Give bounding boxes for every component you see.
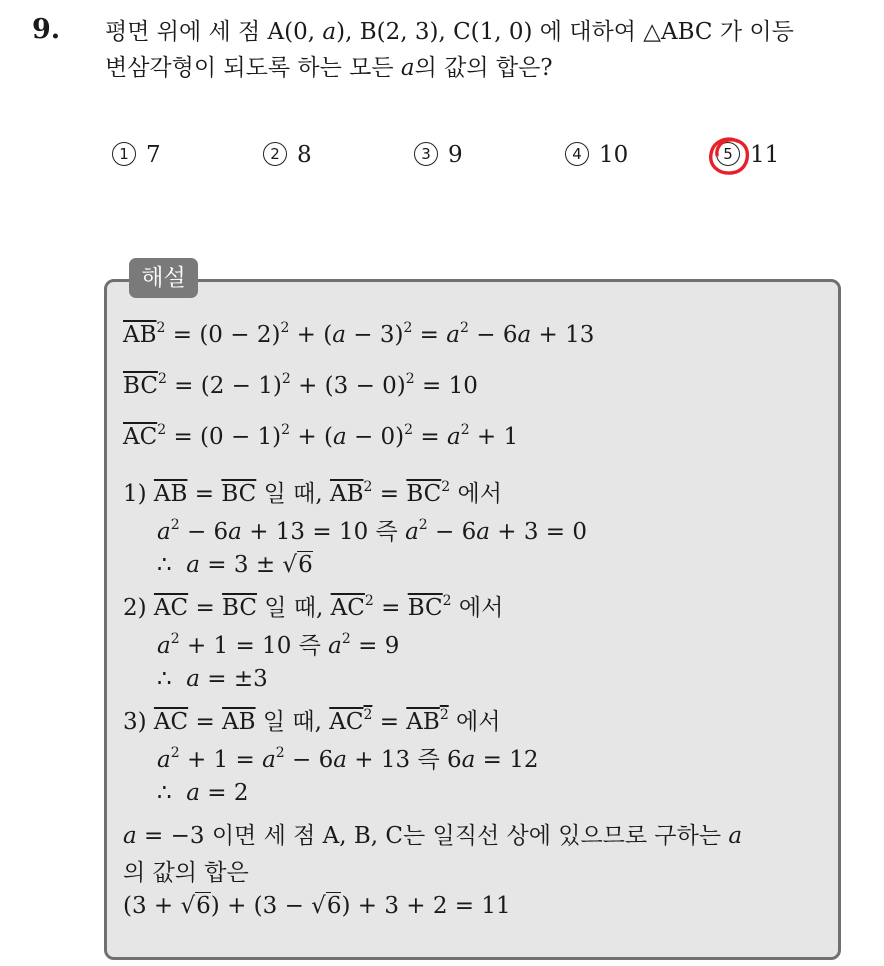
solution-line: $a^2 - 6a + 13 = 10$ 즉 $a^2 - 6a + 3 = 0$ (157, 517, 588, 545)
question-line-2: 변삼각형이 되도록 하는 모든 a의 값의 합은? (105, 55, 553, 81)
answer-circle-mark-icon (707, 135, 751, 177)
choice-number-3: 3 (414, 142, 438, 166)
choice-2[interactable] (263, 142, 312, 168)
solution-line: a = −3 이면 세 점 A, B, C는 일직선 상에 있으므로 구하는 a (123, 823, 743, 849)
choice-value: 11 (750, 142, 780, 168)
solution-line: 2) $\overline{AC} = \overline{BC}$ 일 때, $\overline{AC}^2 = \overline{BC}^2$ 에서 (123, 593, 504, 621)
solution-label: 해설 (129, 258, 198, 298)
choice-number-1: 1 (112, 142, 136, 166)
solution-line: $a^2 + 1 = 10$ 즉 $a^2 = 9$ (157, 631, 400, 659)
question-number: 9. (32, 14, 61, 45)
question-text (105, 14, 875, 86)
solution-line: 3) $\overline{AC} = \overline{AB}$ 일 때, $AC^2 = AB^2$ 에서 (123, 707, 501, 735)
solution-line: (3 + √6) + (3 − √6) + 3 + 2 = 11 (123, 893, 511, 919)
solution-line: $\overline{AB}^2 = (0 - 2)^2 + (a - 3)^2 = a^2 - 6a + 13$ (123, 320, 595, 348)
solution-line: ∴ a = 3 ± √6 (157, 552, 313, 578)
solution-line: ∴ a = ±3 (157, 666, 268, 692)
choice-number-4: 4 (565, 142, 589, 166)
choice-value: 10 (599, 142, 629, 168)
choice-number-2: 2 (263, 142, 287, 166)
solution-line: 의 값의 합은 (123, 860, 249, 886)
choice-number-5: 5 (716, 142, 740, 166)
choice-4[interactable] (565, 142, 628, 168)
solution-line: 1) $\overline{AB} = \overline{BC}$ 일 때, $\overline{AB}^2 = \overline{BC}^2$ 에서 (123, 479, 502, 507)
solution-line: $\overline{BC}^2 = (2 - 1)^2 + (3 - 0)^2 = 10$ (123, 371, 478, 399)
solution-line: $\overline{AC}^2 = (0 - 1)^2 + (a - 0)^2 = a^2 + 1$ (123, 422, 519, 450)
choice-3[interactable] (414, 142, 463, 168)
choice-value: 9 (448, 142, 463, 168)
choice-1[interactable] (112, 142, 161, 168)
choice-value: 8 (297, 142, 312, 168)
choice-value: 7 (146, 142, 161, 168)
solution-line: ∴ a = 2 (157, 780, 249, 806)
question-line-1: 평면 위에 세 점 A(0, a), B(2, 3), C(1, 0) 에 대하여 △ABC 가 이등 (105, 19, 794, 45)
solution-line: $a^2 + 1 = a^2 - 6a + 13$ 즉 6a = 12 (157, 745, 539, 773)
